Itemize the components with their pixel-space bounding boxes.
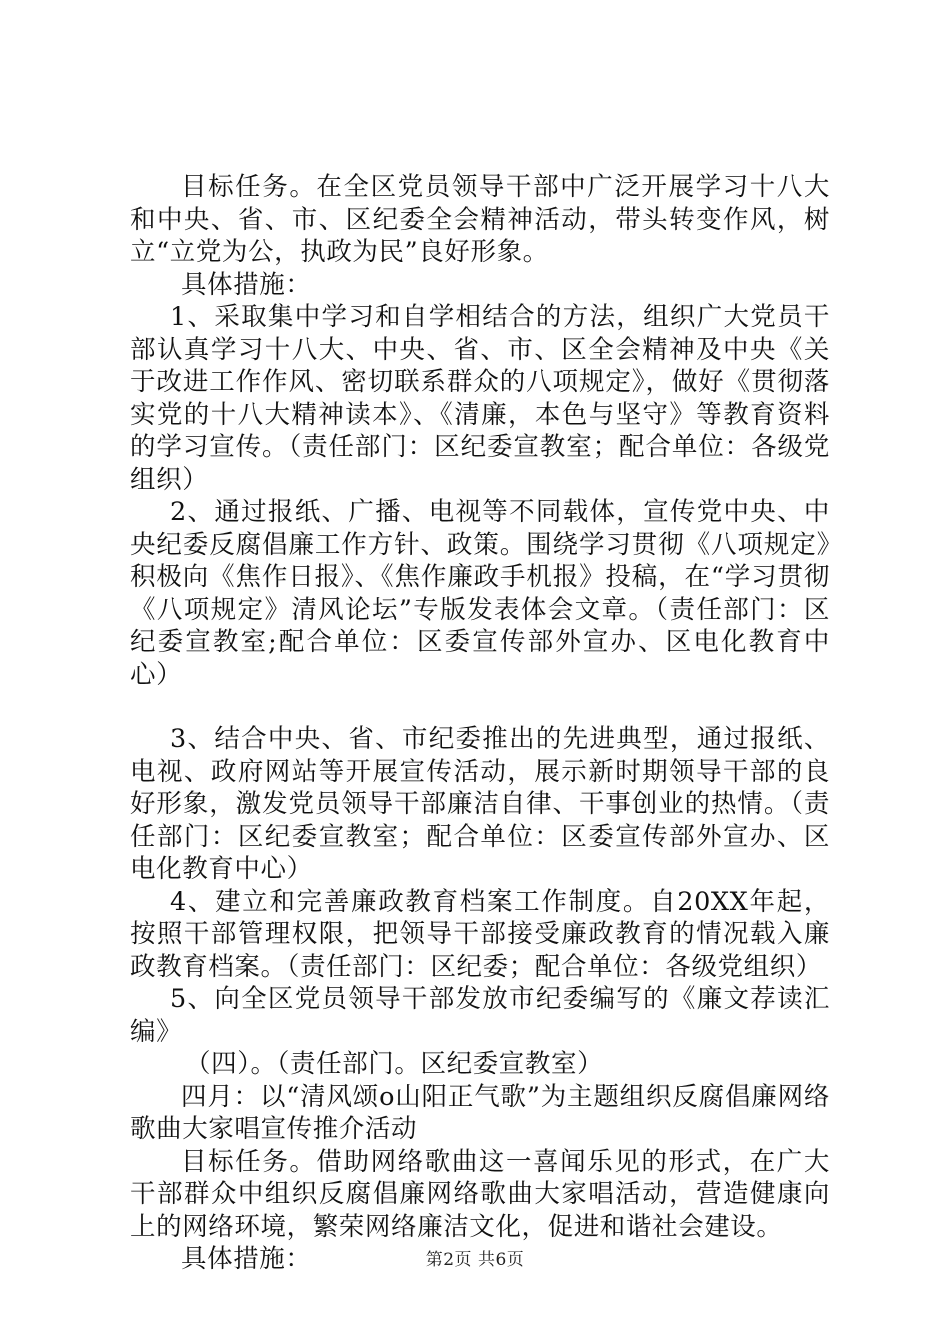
paragraph-goal-2: 目标任务。借助网络歌曲这一喜闻乐见的形式，在广大干部群众中组织反腐倡廉网络歌曲大家唱活动，营造健康向上的网络环境，繁荣网络廉洁文化，促进和谐社会建设。 <box>130 1146 830 1242</box>
page-number-footer: 第2页 共6页 <box>425 1250 525 1270</box>
paragraph-measure-5: 5、向全区党员领导干部发放市纪委编写的《廉文荐读汇编》 <box>130 984 830 1047</box>
blank-line <box>130 691 830 723</box>
paragraph-goal-1: 目标任务。在全区党员领导干部中广泛开展学习十八大和中央、省、市、区纪委全会精神活动，带头转变作风，树立“立党为公，执政为民”良好形象。 <box>130 172 830 267</box>
paragraph-measures-heading-2: 具体措施： <box>181 1244 312 1274</box>
paragraph-april-activity: 四月：以“清风颂o山阳正气歌”为主题组织反腐倡廉网络歌曲大家唱宣传推介活动 <box>130 1081 830 1144</box>
paragraph-measures-heading-1: 具体措施： <box>181 269 312 300</box>
paragraph-section-four: （四）。（责任部门。区纪委宣教室） <box>185 1049 604 1079</box>
paragraph-measure-2: 2、通过报纸、广播、电视等不同载体，宣传党中央、中央纪委反腐倡廉工作方针、政策。围绕学习贯彻《八项规定》积极向《焦作日报》、《焦作廉政手机报》投稿，在“学习贯彻《八项规定》清风论坛”专版发表体会文章。（责任部门：区纪委宣教室;配合单位：区委宣传部外宣办、区电化教育中心） <box>130 497 830 690</box>
document-body <box>130 171 830 1276</box>
paragraph-measure-1: 1、采取集中学习和自学相结合的方法，组织广大党员干部认真学习十八大、中央、省、市、区全会精神及中央《关于改进工作作风、密切联系群众的八项规定》，做好《贯彻落实党的十八大精神读本》、《清廉，本色与坚守》等教育资料的学习宣传。（责任部门：区纪委宣教室；配合单位：各级党组织） <box>130 302 830 495</box>
paragraph-measure-3: 3、结合中央、省、市纪委推出的先进典型，通过报纸、电视、政府网站等开展宣传活动，展示新时期领导干部的良好形象，激发党员领导干部廉洁自律、干事创业的热情。（责任部门：区纪委宣教室；配合单位：区委宣传部外宣办、区电化教育中心） <box>130 724 830 884</box>
paragraph-measure-4: 4、建立和完善廉政教育档案工作制度。自20XX年起，按照干部管理权限，把领导干部接受廉政教育的情况载入廉政教育档案。（责任部门：区纪委；配合单位：各级党组织） <box>130 886 830 982</box>
